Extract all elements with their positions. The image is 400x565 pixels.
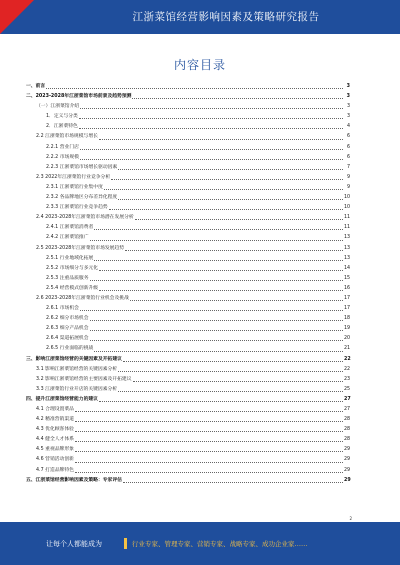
toc-leader-dots <box>75 421 343 422</box>
toc-entry-label: 二、2023-2028年江浙菜馆市场前景及趋势预测 <box>26 94 132 100</box>
toc-entry-label: 2.3.2 各品牌地区分布差异化程度 <box>46 195 118 201</box>
toc-leader-dots <box>79 118 343 119</box>
toc-entry-page: 6 <box>346 144 350 150</box>
toc-entry-label: 五、江浙菜馆经营影响因素及策略：专家评估 <box>26 477 122 483</box>
toc-entry-page: 6 <box>346 134 350 140</box>
toc-entry-page: 11 <box>344 225 351 231</box>
toc-entry-page: 14 <box>344 265 351 271</box>
toc-entry[interactable] <box>26 132 350 142</box>
toc-entry-page: 3 <box>346 94 350 100</box>
toc-leader-dots <box>135 219 343 220</box>
toc-leader-dots <box>94 229 343 230</box>
toc-entry-page: 13 <box>344 235 351 241</box>
toc-entry-page: 29 <box>344 457 351 463</box>
footer-slogan-right: 行业专家、管理专家、营销专家、战略专家、成功企业家…… <box>132 540 308 548</box>
toc-leader-dots <box>118 391 343 392</box>
toc-entry-page: 27 <box>344 407 351 412</box>
toc-entry-page: 10 <box>344 205 351 211</box>
toc-entry[interactable] <box>26 223 350 233</box>
toc-leader-dots <box>130 300 343 301</box>
brand-logo-icon <box>0 0 34 34</box>
toc-entry[interactable] <box>26 334 350 344</box>
toc-entry-label: 4.3 优化顾客体验 <box>36 427 74 433</box>
page-footer <box>0 522 400 565</box>
toc-entry-page: 11 <box>344 215 351 221</box>
toc-entry[interactable] <box>26 314 350 324</box>
toc-entry-label: 2.3.3 江浙菜馆行业竞争趋势 <box>46 205 108 211</box>
toc-leader-dots <box>75 472 343 473</box>
toc-entry[interactable] <box>26 264 350 274</box>
toc-entry[interactable] <box>26 324 350 334</box>
toc-entry[interactable] <box>26 405 350 415</box>
toc-entry[interactable] <box>26 385 350 395</box>
toc-entry[interactable] <box>26 395 350 405</box>
toc-entry-label: 2.5.2 市场细分与多元化 <box>46 265 99 271</box>
toc-entry-page: 19 <box>344 326 351 332</box>
toc-entry[interactable] <box>26 163 350 173</box>
toc-entry-page: 6 <box>346 154 350 160</box>
toc-leader-dots <box>75 431 343 432</box>
toc-entry-label: 4.5 重视品牌形象 <box>36 447 74 453</box>
toc-entry-label: 4.7 打造品牌特色 <box>36 467 74 473</box>
toc-entry[interactable] <box>26 365 350 375</box>
toc-leader-dots <box>109 209 343 210</box>
toc-entry-label: 一、前言 <box>26 84 46 89</box>
toc-heading: 内容目录 <box>173 58 226 72</box>
toc-entry[interactable] <box>26 254 350 264</box>
report-title: 江浙菜馆经营影响因素及策略研究报告 <box>132 11 320 23</box>
toc-entry-page: 22 <box>344 356 351 362</box>
toc-entry[interactable] <box>26 476 350 486</box>
toc-leader-dots <box>79 128 343 129</box>
toc-entry-page: 3 <box>346 84 350 89</box>
toc-entry-page: 29 <box>344 467 351 473</box>
toc-entry[interactable] <box>26 284 350 294</box>
toc-entry[interactable] <box>26 213 350 223</box>
toc-entry-page: 28 <box>344 427 351 433</box>
toc-entry[interactable] <box>26 244 350 254</box>
toc-entry-label: 4.4 健全人才体系 <box>36 437 74 443</box>
toc-leader-dots <box>75 451 343 452</box>
toc-entry-label: 4.1 合理设置菜品 <box>36 407 74 412</box>
toc-entry-label: 2.4 2023-2028年江浙菜馆市场潜在发展分析 <box>36 215 134 221</box>
toc-leader-dots <box>123 482 343 483</box>
toc-entry-label: 2.4.1 江浙菜馆消费者 <box>46 225 94 231</box>
toc-leader-dots <box>118 199 343 200</box>
toc-entry-page: 15 <box>344 275 351 281</box>
toc-entry-page: 10 <box>344 195 351 201</box>
footer-slogan-left: 让每个人都能成为 <box>46 540 102 548</box>
toc-leader-dots <box>118 169 343 170</box>
toc-entry-page: 13 <box>344 245 351 251</box>
toc-entry-page: 17 <box>344 306 351 312</box>
toc-entry-label: 2.6.3 细分产品机会 <box>46 326 89 332</box>
toc-leader-dots <box>99 139 343 140</box>
toc-entry[interactable] <box>26 203 350 213</box>
toc-leader-dots <box>75 441 343 442</box>
toc-entry-label: 2.2.3 江浙菜馆市场增长驱动因素 <box>46 164 118 170</box>
toc-entry-label: 2．江浙菜特色 <box>46 124 78 130</box>
toc-entry-label: 2.5.4 经营模式创新升级 <box>46 285 99 291</box>
toc-entry-page: 21 <box>344 346 351 352</box>
toc-entry-label: 3.2 影响江浙菜馆经营的主要因素及开拓建议 <box>36 376 132 382</box>
toc-entry-page: 7 <box>346 164 350 170</box>
toc-entry-label: 4.2 精准营销渠道 <box>36 417 74 423</box>
toc-entry[interactable] <box>26 425 350 435</box>
toc-leader-dots <box>90 240 343 241</box>
toc-entry[interactable] <box>26 344 350 354</box>
toc-entry-label: 2.6 2023-2028年江浙菜馆行业机会及挑战 <box>36 295 129 301</box>
toc-entry[interactable] <box>26 455 350 465</box>
toc-leader-dots <box>118 371 343 372</box>
toc-entry-label: 四、提升江浙菜馆经营能力的建议 <box>26 396 98 402</box>
toc-entry-label: 2.2.1 营业门店 <box>46 144 79 150</box>
toc-leader-dots <box>99 290 343 291</box>
toc-entry-page: 20 <box>344 336 351 342</box>
toc-entry-page: 17 <box>344 295 351 301</box>
toc-entry-label: 2.6.1 市场机会 <box>46 306 79 312</box>
toc-leader-dots <box>80 108 343 109</box>
toc-entry-label: 3.1 影响江浙菜馆经营的关键因素分析 <box>36 366 118 372</box>
toc-leader-dots <box>111 179 343 180</box>
page-header <box>0 0 400 34</box>
toc-leader-dots <box>90 280 343 281</box>
toc-entry[interactable] <box>26 375 350 385</box>
toc-entry-page: 4 <box>346 124 350 130</box>
toc-entry-page: 9 <box>346 174 350 180</box>
toc-entry[interactable] <box>26 274 350 284</box>
toc-leader-dots <box>133 381 344 382</box>
toc-leader-dots <box>80 310 343 311</box>
toc-entry[interactable] <box>26 294 350 304</box>
toc-entry-label: 2.6.2 细分市场机会 <box>46 316 89 322</box>
toc-leader-dots <box>80 159 343 160</box>
toc-leader-dots <box>75 411 343 412</box>
toc-entry-page: 28 <box>344 417 351 423</box>
toc-entry[interactable] <box>26 153 350 163</box>
toc-entry-label: （一）江浙菜馆介绍 <box>36 104 80 110</box>
toc-entry[interactable] <box>26 183 350 193</box>
toc-entry[interactable] <box>26 143 350 153</box>
toc-entry-page: 3 <box>346 114 350 120</box>
toc-entry-label: 2.4.2 江浙菜馆推广 <box>46 235 89 241</box>
toc-entry-label: 2.5.1 行业地域化拓展 <box>46 255 94 261</box>
toc-entry-label: 三、影响江浙菜馆经营的关键因素及开拓建议 <box>26 356 122 362</box>
toc-entry[interactable] <box>26 92 350 102</box>
toc-entry[interactable] <box>26 102 350 112</box>
toc-entry-label: 2.6.4 渠道拓展机会 <box>46 336 89 342</box>
toc-entry-page: 13 <box>344 255 351 261</box>
toc-entry[interactable] <box>26 415 350 425</box>
toc-leader-dots <box>123 361 343 362</box>
toc-entry-page: 28 <box>344 437 351 443</box>
toc-leader-dots <box>90 320 343 321</box>
toc-leader-dots <box>99 401 343 402</box>
toc-entry-page: 29 <box>344 447 351 453</box>
table-of-contents <box>26 82 350 486</box>
toc-entry[interactable] <box>26 233 350 243</box>
toc-entry[interactable] <box>26 82 350 92</box>
footer-divider <box>124 538 127 549</box>
toc-entry-page: 3 <box>346 104 350 110</box>
toc-entry-label: 2.2 江浙菜馆市场规模与增长 <box>36 134 98 140</box>
toc-entry[interactable] <box>26 193 350 203</box>
toc-entry-label: 4.6 营销活动创新 <box>36 457 74 463</box>
toc-entry[interactable] <box>26 173 350 183</box>
toc-leader-dots <box>80 149 343 150</box>
toc-leader-dots <box>132 98 343 99</box>
toc-leader-dots <box>90 330 343 331</box>
toc-leader-dots <box>125 250 343 251</box>
toc-leader-dots <box>104 189 343 190</box>
toc-leader-dots <box>46 88 343 89</box>
toc-entry-page: 22 <box>344 366 351 372</box>
toc-entry-label: 2.5 2023-2028年江浙菜馆市场发展趋势 <box>36 245 125 251</box>
toc-entry[interactable] <box>26 435 350 445</box>
toc-entry-label: 2.3.1 江浙菜馆行业集中度 <box>46 184 103 190</box>
toc-entry-label: 2.2.2 市场规模 <box>46 154 79 160</box>
toc-entry[interactable] <box>26 466 350 476</box>
toc-entry[interactable] <box>26 445 350 455</box>
toc-leader-dots <box>94 351 343 352</box>
toc-entry-page: 9 <box>346 184 350 190</box>
toc-entry-label: 3.3 江浙菜馆行业开店的关键因素分析 <box>36 386 118 392</box>
toc-leader-dots <box>99 270 343 271</box>
toc-entry-page: 18 <box>344 316 351 322</box>
page-number: 2 <box>349 516 352 521</box>
toc-entry-page: 29 <box>344 477 351 483</box>
toc-entry-page: 16 <box>344 285 351 291</box>
toc-entry-label: 1．定义与分类 <box>46 114 78 120</box>
toc-entry-label: 2.3 2022年江浙菜馆行业竞争分析 <box>36 174 111 180</box>
toc-entry-label: 2.5.3 注重品质服务 <box>46 275 89 281</box>
toc-entry-page: 23 <box>344 376 351 382</box>
toc-entry-page: 25 <box>344 386 351 392</box>
toc-entry[interactable] <box>26 112 350 122</box>
toc-entry-page: 27 <box>344 396 351 402</box>
toc-leader-dots <box>90 340 343 341</box>
toc-entry[interactable] <box>26 304 350 314</box>
toc-entry[interactable] <box>26 355 350 365</box>
toc-entry[interactable] <box>26 122 350 132</box>
toc-entry-label: 2.6.5 行业面临的挑战 <box>46 346 94 352</box>
toc-leader-dots <box>75 462 343 463</box>
toc-leader-dots <box>94 260 343 261</box>
